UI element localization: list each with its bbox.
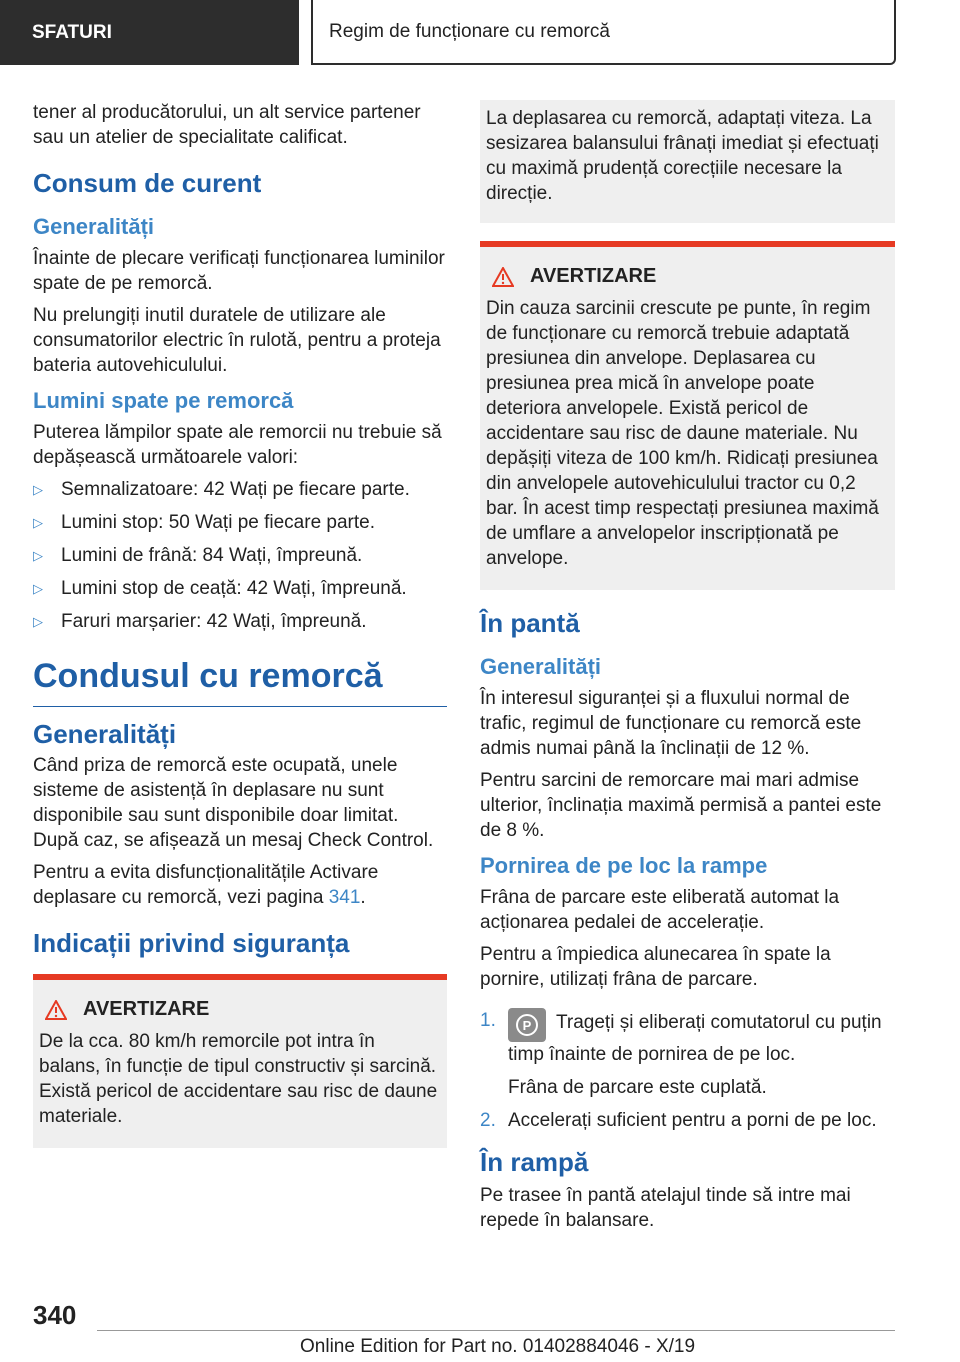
lumini-paragraph: Puterea lămpilor spate ale remorcii nu trebuie să depășească următoarele valori: (33, 422, 442, 468)
footer-edition: Online Edition for Part no. 01402884046 - X/19 (300, 1336, 696, 1357)
warning-box (480, 241, 895, 590)
rampa-paragraph: Pe trasee în pantă atelajul tinde să intre mai repede în balansare. (480, 1185, 851, 1231)
header-section-tab: SFATURI (0, 0, 299, 65)
parking-brake-switch-icon (508, 1008, 546, 1042)
heading-condusul: Condusul cu remorcă (33, 656, 447, 707)
left-column (33, 100, 447, 1162)
heading-generalitati-1: Generalități (33, 214, 155, 239)
note-text: La deplasarea cu remorcă, adaptați viteza. La sesizarea balansului frânați imediat și efectuați cu maximă prudență corecțiile necesare la direcție. (486, 108, 879, 204)
heading-generalitati-3: Generalități (480, 654, 602, 679)
triangle-bullet-icon: ▷ (33, 548, 43, 563)
heading-generalitati-2: Generalități (33, 719, 177, 749)
triangle-bullet-icon: ▷ (33, 581, 43, 596)
step-item: 2. Accelerați suficient pentru a porni de pe loc. (480, 1110, 877, 1131)
header-title: Regim de funcționare cu remorcă (311, 0, 896, 65)
list-item: ▷ Semnalizatoare: 42 Wați pe fiecare parte. (33, 479, 410, 500)
intro-text: tener al producătorului, un alt service partener sau un atelier de specialitate calificat. (33, 102, 421, 148)
warning-header: AVERTIZARE (492, 265, 887, 288)
gen3-paragraph-2: Pentru sarcini de remorcare mai mari admise ulterior, înclinația maximă permisă a pantei este de 8 %. (480, 770, 882, 841)
step-item: 1. P Trageți și eliberați comutatorul cu puțin timp înainte de pornirea de pe loc. Frâna de parcare este cuplată. (480, 1008, 895, 1100)
list-item: ▷ Lumini stop de ceață: 42 Wați, împreună. (33, 578, 407, 599)
list-item: ▷ Lumini de frână: 84 Wați, împreună. (33, 545, 363, 566)
triangle-bullet-icon: ▷ (33, 482, 43, 497)
steps-list (480, 1008, 895, 1133)
note-box (480, 100, 895, 223)
pornirea-paragraph-2: Pentru a împiedica alunecarea în spate la pornire, utilizați frâna de parcare. (480, 944, 831, 990)
heading-rampa: În rampă (480, 1147, 589, 1177)
triangle-bullet-icon: ▷ (33, 515, 43, 530)
pornirea-paragraph-1: Frâna de parcare este eliberată automat la acționarea pedalei de accelerație. (480, 887, 840, 933)
heading-indicatii: Indicații privind siguranța (33, 928, 350, 958)
svg-text:P: P (522, 1018, 532, 1033)
gen2-paragraph-2: Pentru a evita disfuncționalitățile Activare deplasare cu remorcă, vezi pagina 341. (33, 862, 379, 908)
warning-triangle-icon (45, 1000, 67, 1020)
triangle-bullet-icon: ▷ (33, 614, 43, 629)
page-number: 340 (33, 1300, 77, 1330)
gen3-paragraph-1: În interesul siguranței și a fluxului normal de trafic, regimul de funcționare cu remorcă este admis numai până la înclinații de 12 %. (480, 688, 862, 759)
footer-divider (97, 1330, 895, 1331)
lumini-list (33, 477, 447, 634)
warning-text: De la cca. 80 km/h remorcile pot intra în balans, în funcție de tipul constructiv și sarcină. Există pericol de accidentare sau risc de daune materiale. (39, 1031, 438, 1127)
warning-triangle-icon (492, 267, 514, 287)
list-item: ▷ Lumini stop: 50 Wați pe fiecare parte. (33, 512, 376, 533)
list-item: ▷ Faruri marșarier: 42 Wați, împreună. (33, 611, 367, 632)
warning-text: Din cauza sarcinii crescute pe punte, în regim de funcționare cu remorcă trebuie adaptată presiunea din anvelope. Deplasarea cu presiunea prea mică în anvelope poate deteriora anvelopele. Există pericol de accidentare sau risc de daune materiale. Nu depășiți viteza de 100 km/h. Ridicați presiunea din anvelopele autovehiculului tractor cu 0,2 bar. În acest timp respectați presiunea maximă de umflare a anvelopelor inscripționată pe anvelope. (486, 298, 879, 569)
heading-pornirea: Pornirea de pe loc la rampe (480, 853, 768, 878)
gen1-paragraph-1: Înainte de plecare verificați funcționarea luminilor spate de pe remorcă. (33, 248, 445, 294)
heading-consum: Consum de curent (33, 168, 262, 198)
heading-lumini: Lumini spate pe remorcă (33, 388, 294, 413)
gen2-paragraph-1: Când priza de remorcă este ocupată, unele sisteme de asistență în deplasare nu sunt disponibile sau sunt disponibile doar limitat. După caz, se afișează un mesaj Check Control. (33, 755, 434, 851)
warning-header: AVERTIZARE (45, 998, 439, 1021)
gen1-paragraph-2: Nu prelungiți inutil duratele de utilizare ale consumatorilor electric în rulotă, pentru a proteja bateria autovehiculului. (33, 305, 441, 376)
right-column (480, 100, 895, 1240)
step-sub-text: Frâna de parcare este cuplată. (508, 1077, 767, 1098)
heading-panta: În pantă (480, 608, 580, 638)
page-link[interactable]: 341 (328, 887, 361, 908)
warning-box (33, 974, 447, 1148)
